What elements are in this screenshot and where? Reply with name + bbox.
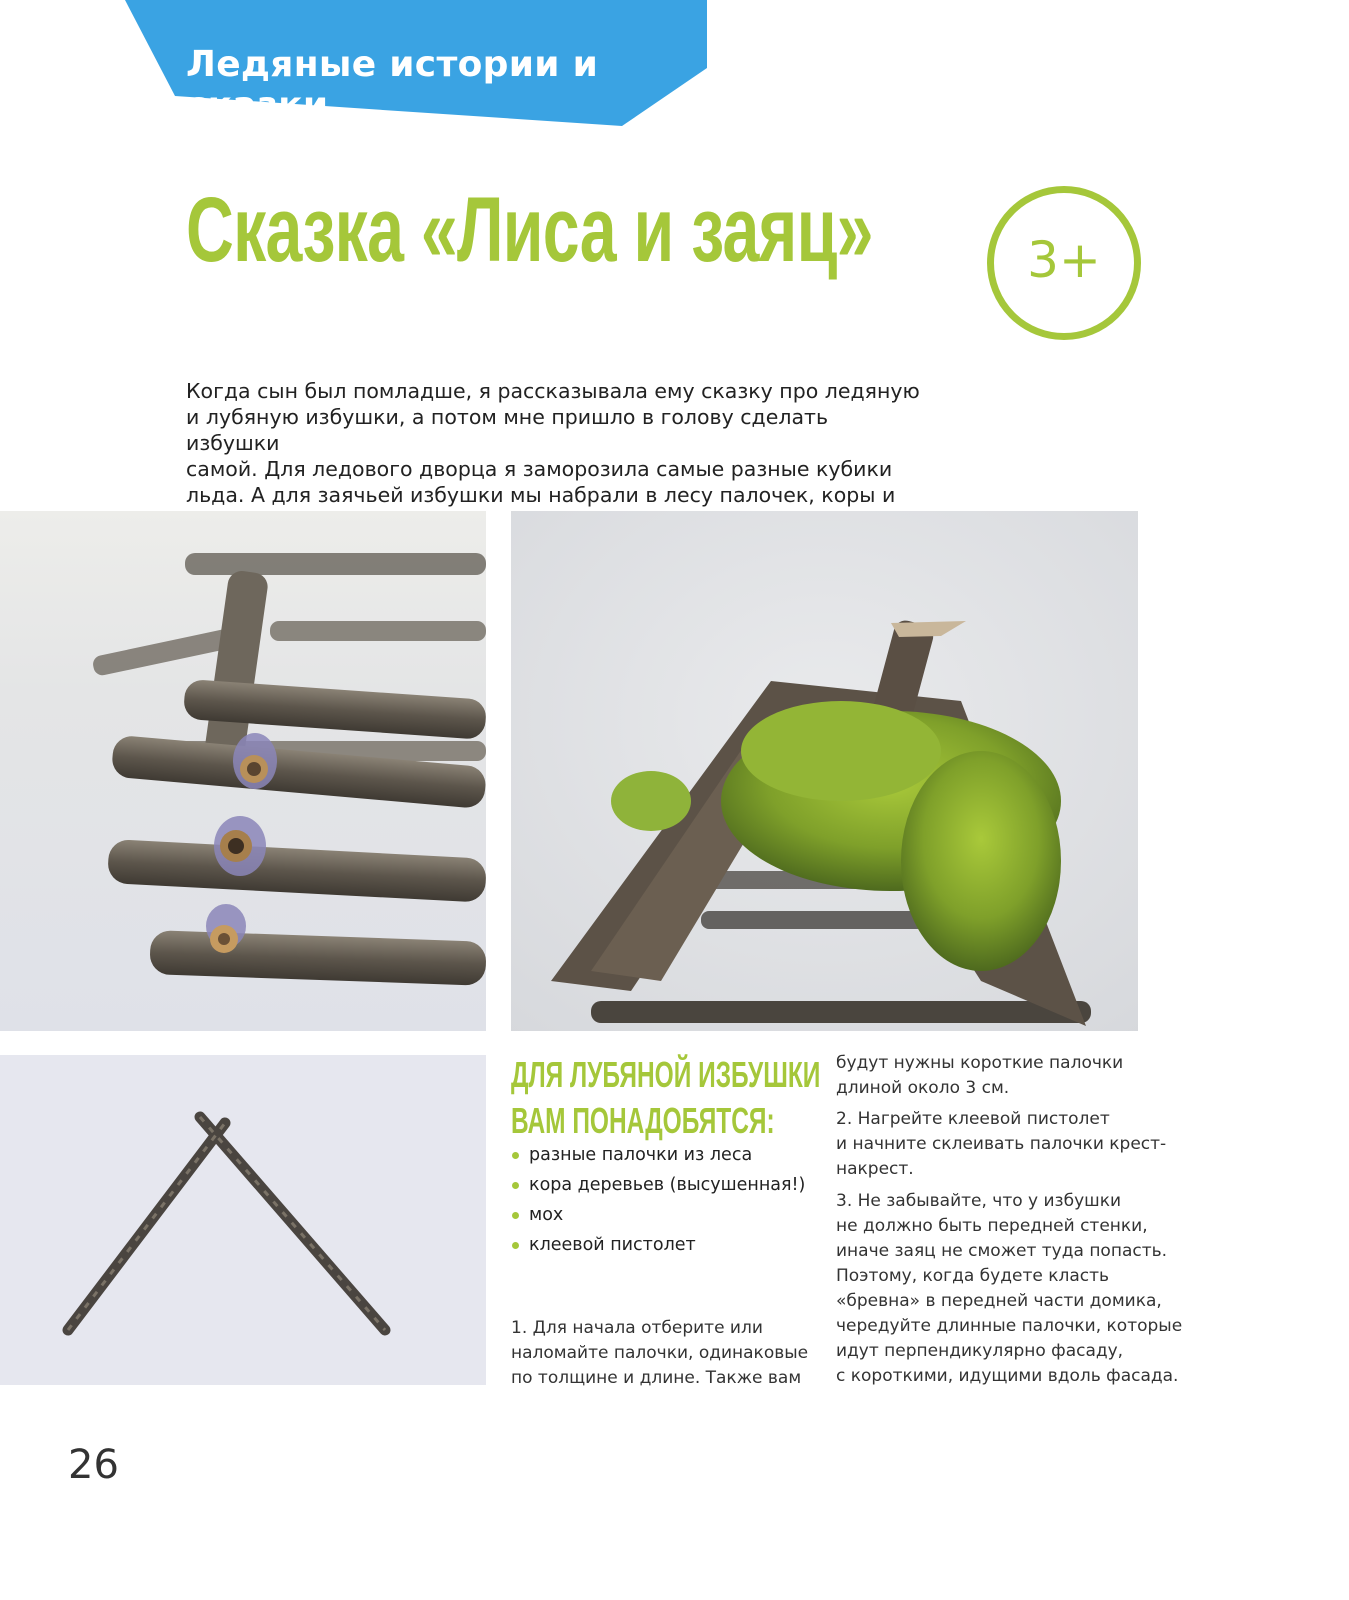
page-number: 26 [68,1442,119,1488]
intro-line: и лубяную избушки, а потом мне пришло в голову сделать избушки [186,405,829,455]
list-item [511,1170,805,1200]
list-item [511,1140,805,1170]
step-line: наломайте палочки, одинаковые [511,1343,809,1363]
list-item [511,1200,805,1230]
step-line: 2. Нагрейте клеевой пистолет [836,1109,1110,1129]
list-item-label: мох [529,1205,564,1225]
bullet-icon [512,1152,519,1159]
step-line: 1. Для начала отберите или [511,1318,763,1338]
intro-line: Когда сын был помладше, я рассказывала ему сказку про ледяную [186,379,920,403]
age-badge-text: 3+ [1027,231,1101,289]
bullet-icon [512,1212,519,1219]
materials-list [511,1140,805,1260]
step-line: Поэтому, когда будете класть [836,1266,1110,1286]
step-2 [836,1107,1166,1182]
page-title: Сказка «Лиса и заяц» [186,179,873,281]
step-line: по толщине и длине. Также вам [511,1368,802,1388]
intro-line: льда. А для заячьей избушки мы набрали в лесу палочек, коры и [186,483,896,507]
step-line: не должно быть передней стенки, [836,1216,1148,1236]
materials-heading-line: ДЛЯ ЛУБЯНОЙ ИЗБУШКИ [511,1054,821,1095]
intro-line: самой. Для ледового дворца я заморозила самые разные кубики [186,457,893,481]
age-badge [987,186,1141,340]
list-item-label: разные палочки из леса [529,1145,753,1165]
step-line: длиной около 3 см. [836,1078,1010,1098]
step-line: чередуйте длинные палочки, которые [836,1316,1183,1336]
step-line: накрест. [836,1159,914,1179]
bullet-icon [512,1182,519,1189]
step-1 [511,1316,808,1391]
step-1-continued [836,1051,1123,1101]
list-item-label: кора деревьев (высушенная!) [529,1175,806,1195]
photo-stick-frame [0,1055,486,1385]
section-banner [0,0,720,130]
materials-heading-line: ВАМ ПОНАДОБЯТСЯ: [511,1100,775,1141]
bullet-icon [512,1242,519,1249]
step-line: и начните склеивать палочки крест- [836,1134,1167,1154]
step-line: 3. Не забывайте, что у избушки [836,1191,1122,1211]
step-line: иначе заяц не сможет туда попасть. [836,1241,1168,1261]
photo-moss-roof [511,511,1138,1031]
list-item [511,1230,805,1260]
step-line: «бревна» в передней части домика, [836,1291,1162,1311]
step-line: будут нужны короткие палочки [836,1053,1124,1073]
section-label: Ледяные истории и сказки [186,44,599,126]
step-3 [836,1189,1182,1389]
materials-heading [511,1052,820,1144]
step-line: идут перпендикулярно фасаду, [836,1341,1124,1361]
step-line: с короткими, идущими вдоль фасада. [836,1366,1179,1386]
list-item-label: клеевой пистолет [529,1235,696,1255]
photo-stick-wall [0,511,486,1031]
